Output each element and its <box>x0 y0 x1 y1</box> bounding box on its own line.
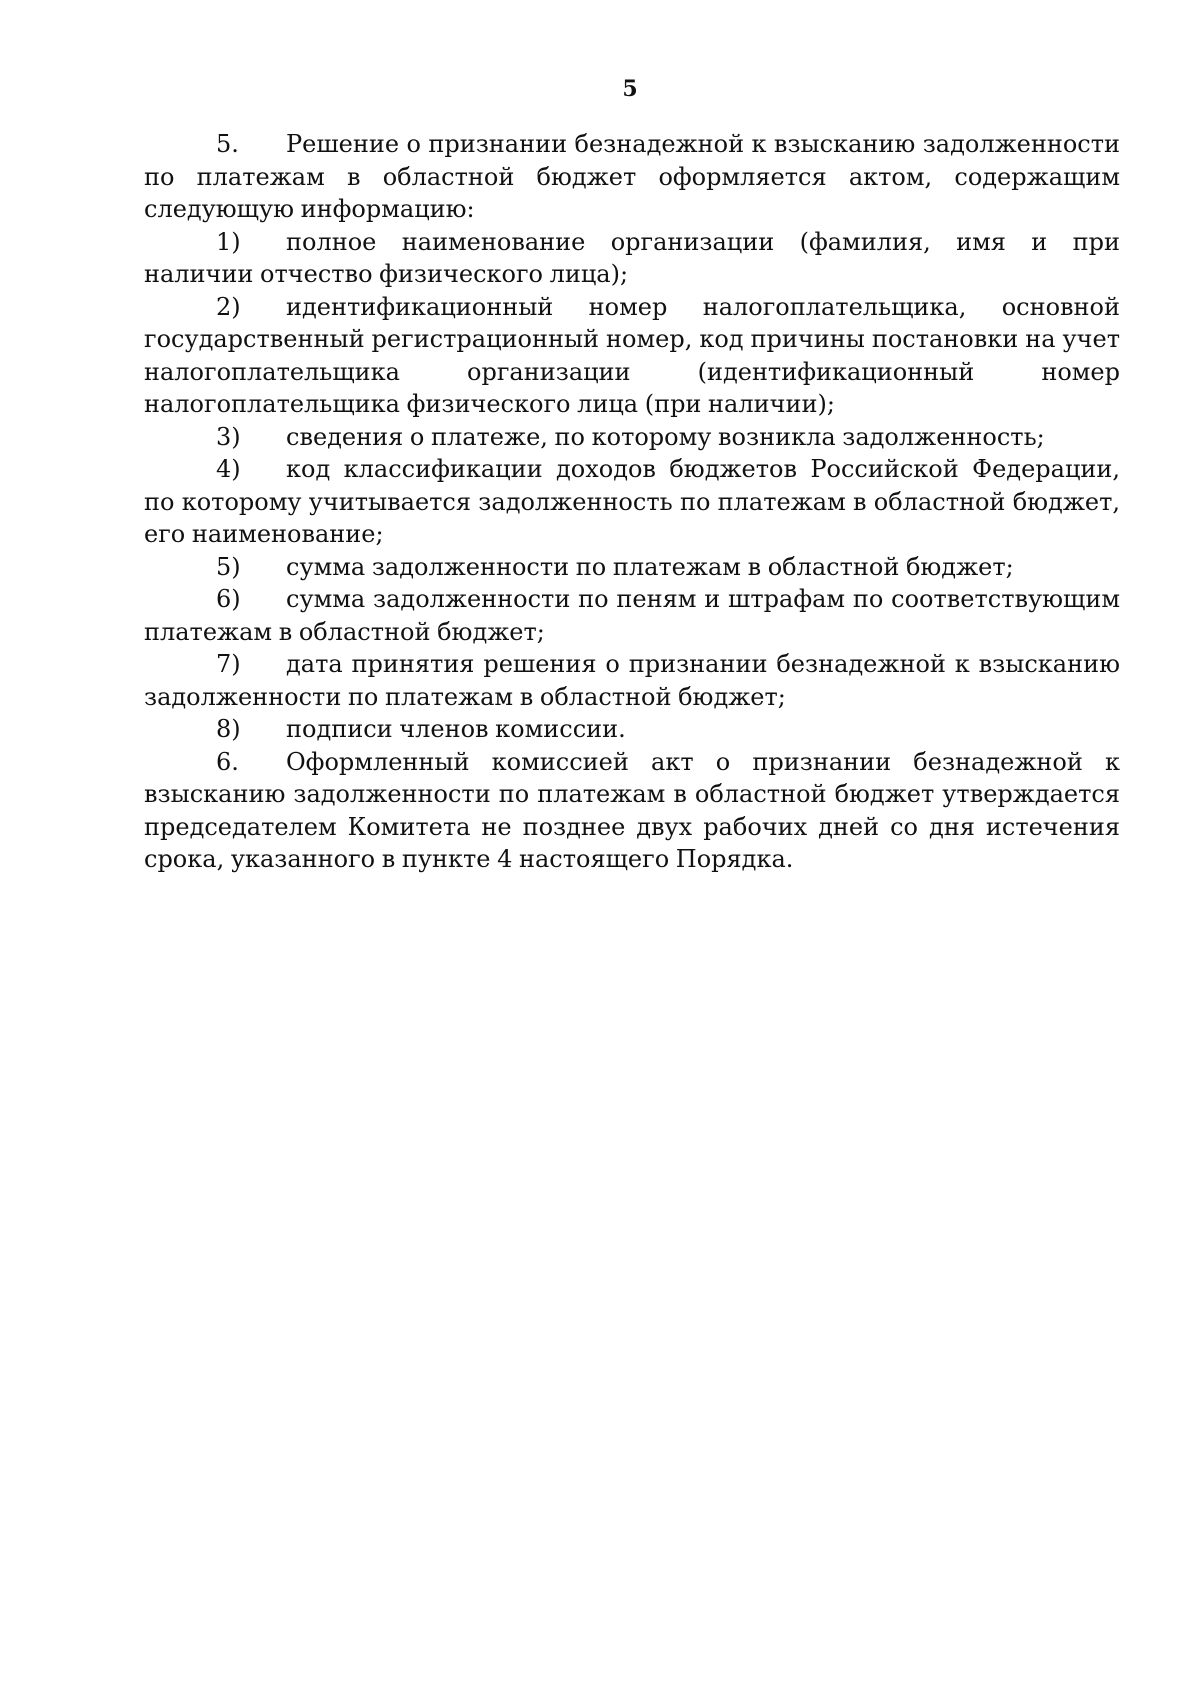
list-item-5 <box>144 551 1120 584</box>
list-item-text: сведения о платеже, по которому возникла задолженность; <box>286 422 1045 451</box>
list-item-number: 2) <box>216 292 241 321</box>
list-item-7 <box>144 648 1120 713</box>
list-item-1 <box>144 226 1120 291</box>
list-item-6 <box>144 583 1120 648</box>
list-item-number: 8) <box>216 715 241 743</box>
list-item-text: дата принятия решения о признании безнадежной к взысканию задолженности по платежам в областной бюджет; <box>144 650 1120 711</box>
list-item-2 <box>144 291 1120 421</box>
list-item-number: 5) <box>216 552 241 581</box>
list-item-text: сумма задолженности по пеням и штрафам по соответствующим платежам в областной бюджет; <box>144 585 1120 646</box>
paragraph-item-5 <box>144 128 1120 226</box>
list-item-4 <box>144 453 1120 551</box>
list-item-number: 3) <box>216 422 241 451</box>
paragraph-item-6 <box>144 746 1120 876</box>
document-body <box>144 128 1120 876</box>
list-item-text: подписи членов комиссии. <box>286 715 626 743</box>
list-item-number: 4) <box>216 455 241 483</box>
list-item-text: идентификационный номер налогоплательщика, основной государственный регистрационный номер, код причины постановки на учет налогоплательщика организации (идентификационный номер налогоплательщика физического лица (при наличии); <box>144 292 1120 418</box>
list-item-number: 7) <box>216 650 241 678</box>
list-item-number: 1) <box>216 227 241 256</box>
list-item-number: 6) <box>216 585 241 613</box>
paragraph-number: 5. <box>216 130 239 158</box>
list-item-3 <box>144 421 1120 454</box>
list-item-8 <box>144 713 1120 746</box>
list-item-text: код классификации доходов бюджетов Российской Федерации, по которому учитывается задолженность по платежам в областной бюджет, его наименование; <box>144 455 1120 548</box>
paragraph-number: 6. <box>216 747 239 776</box>
page-number: 5 <box>622 76 638 102</box>
paragraph-text: Решение о признании безнадежной к взысканию задолженности по платежам в областной бюджет оформляется актом, содержащим следующую информацию: <box>144 130 1120 223</box>
paragraph-text: Оформленный комиссией акт о признании безнадежной к взысканию задолженности по платежам в областной бюджет утверждается председателем Комитета не позднее двух рабочих дней со дня истечения срока, указанного в пункте 4 настоящего Порядка. <box>144 747 1120 873</box>
list-item-text: сумма задолженности по платежам в областной бюджет; <box>286 552 1014 581</box>
list-item-text: полное наименование организации (фамилия, имя и при наличии отчество физического лица); <box>144 227 1120 288</box>
